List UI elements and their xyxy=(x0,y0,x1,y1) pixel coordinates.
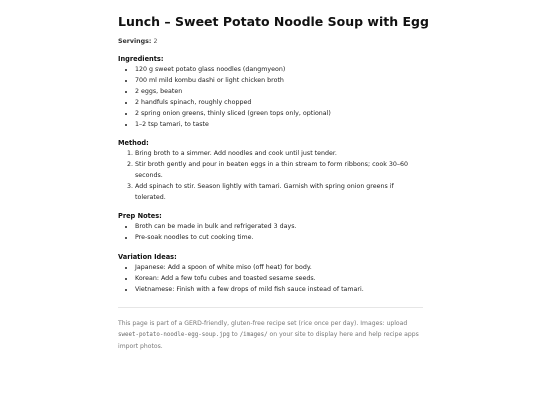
list-item: • Korean: Add a few tofu cubes and toasted sesame seeds. xyxy=(135,273,423,284)
list-item: • Vietnamese: Finish with a few drops of mild fish sauce instead of tamari. xyxy=(135,284,423,295)
list-item: • 1–2 tsp tamari, to taste xyxy=(135,119,423,130)
list-item: • 2 eggs, beaten xyxy=(135,86,423,97)
footer-divider xyxy=(118,307,423,308)
variations-list xyxy=(118,262,423,295)
prep-notes-heading: Prep Notes: xyxy=(118,212,162,220)
list-item: 2. Stir broth gently and pour in beaten eggs in a thin stream to form ribbons; cook 30–60 seconds. xyxy=(135,159,423,181)
variations-heading: Variation Ideas: xyxy=(118,253,177,261)
list-item: 1. Bring broth to a simmer. Add noodles and cook until just tender. xyxy=(135,148,423,159)
list-item: • 700 ml mild kombu dashi or light chicken broth xyxy=(135,75,423,86)
footer-text: This page is part of a GERD-friendly, gluten-free recipe set (rice once per day). Images: upload xyxy=(118,320,408,327)
image-filename: sweet-potato-noodle-egg-soup.jpg xyxy=(118,332,230,338)
list-item: • Broth can be made in bulk and refrigerated 3 days. xyxy=(135,221,423,232)
ingredients-heading: Ingredients: xyxy=(118,55,164,63)
list-item: 3. Add spinach to stir. Season lightly with tamari. Garnish with spring onion greens if tolerated. xyxy=(135,181,423,203)
list-item: • 2 handfuls spinach, roughly chopped xyxy=(135,97,423,108)
footer-text: on your site to display here and help recipe apps import photos. xyxy=(118,331,419,350)
prep-notes-list xyxy=(118,221,423,243)
servings-line xyxy=(118,38,157,45)
prep-notes-section xyxy=(118,212,423,243)
list-item: • 2 spring onion greens, thinly sliced (green tops only, optional) xyxy=(135,108,423,119)
list-item: • 120 g sweet potato glass noodles (dangmyeon) xyxy=(135,64,423,75)
images-path: /images/ xyxy=(239,332,268,338)
ingredients-list xyxy=(118,64,423,131)
variations-section xyxy=(118,253,423,295)
list-item: • Pre-soak noodles to cut cooking time. xyxy=(135,232,423,243)
footer-note xyxy=(118,318,423,352)
servings-value: 2 xyxy=(153,38,158,45)
page-title: Lunch – Sweet Potato Noodle Soup with Egg xyxy=(118,14,429,29)
ingredients-section xyxy=(118,55,423,131)
method-list xyxy=(118,148,423,203)
list-item: • Japanese: Add a spoon of white miso (off heat) for body. xyxy=(135,262,423,273)
footer-text: to xyxy=(229,331,240,338)
method-heading: Method: xyxy=(118,139,149,147)
method-section xyxy=(118,139,423,203)
servings-label: Servings: xyxy=(118,38,152,45)
